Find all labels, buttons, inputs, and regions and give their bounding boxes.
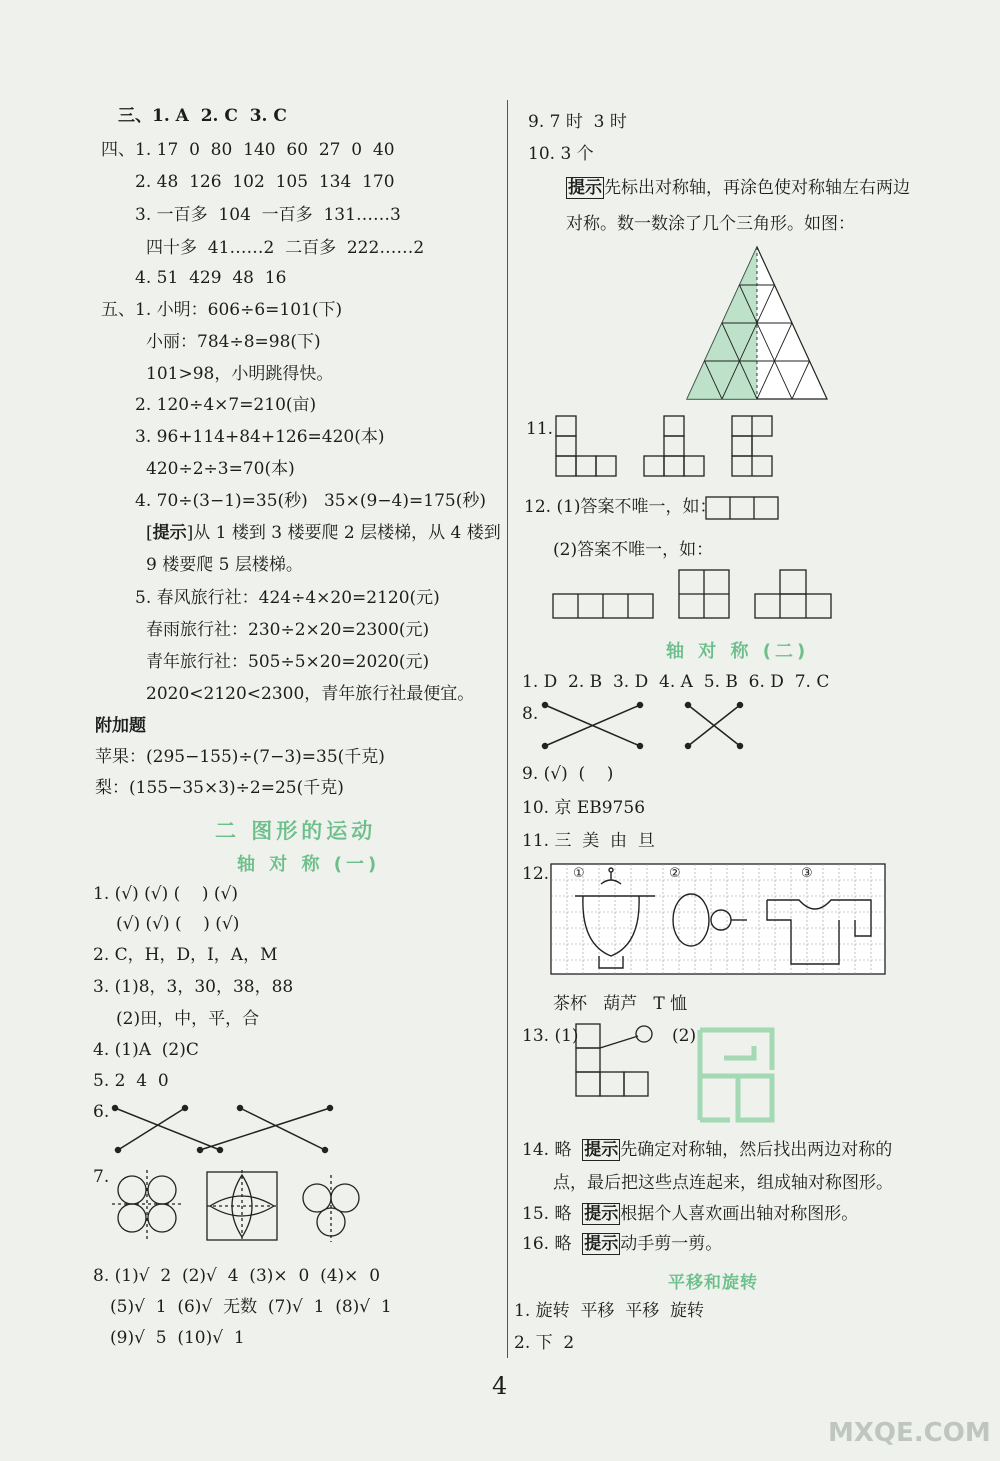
hint-label: 提示: [584, 1140, 619, 1160]
hint-line: [522, 1202, 858, 1226]
hint-label: 提示: [584, 1234, 619, 1254]
watermark: MXQE.COM: [828, 1418, 991, 1448]
answer-line: (2)田，中，平，合: [116, 1009, 260, 1029]
hint-line: [522, 1138, 892, 1162]
answer-line: 4. 51 429 48 16: [135, 268, 287, 288]
answer-line: 梨：(155−35×3)÷2=25(千克): [95, 778, 344, 798]
answer-line: 11. 三 美 由 旦: [522, 831, 655, 851]
section-subtitle: 轴 对 称 (二): [666, 641, 810, 662]
section-subtitle: 轴 对 称 (一): [237, 854, 381, 875]
answer-line: 2. C，H，D，I，A，M: [93, 945, 278, 965]
hint-line: [提示]从 1 楼到 3 楼要爬 2 层楼梯，从 4 楼到: [146, 523, 501, 543]
answer-line: 1. 旋转 平移 平移 旋转: [514, 1301, 705, 1321]
hint-text: 先标出对称轴，再涂色使对称轴左右两边: [604, 178, 910, 198]
answer-line: 12.: [522, 864, 550, 884]
answer-line: 3. 一百多 104 一百多 131……3: [135, 205, 401, 225]
answer-line: 8. (1)√ 2 (2)√ 4 (3)× 0 (4)× 0: [93, 1266, 381, 1286]
answer-line: 2. 48 126 102 105 134 170: [135, 172, 395, 192]
extra-title: 附加题: [95, 716, 146, 736]
section-subtitle: 平移和旋转: [668, 1273, 758, 1293]
answer-prefix: 14. 略: [522, 1140, 583, 1160]
hint-line: [566, 176, 910, 200]
shape-drawing-13-2: [694, 1026, 778, 1124]
answer-line: 13. (1): [522, 1026, 579, 1046]
grid-shape-examples: [553, 568, 837, 622]
answer-line: 1. D 2. B 3. D 4. A 5. B 6. D 7. C: [522, 672, 830, 692]
answer-prefix: 16. 略: [522, 1234, 583, 1254]
answer-line: 五、1. 小明：606÷6=101(下): [101, 300, 343, 320]
page-number: 4: [492, 1372, 508, 1400]
hint-label: 提示: [568, 178, 602, 198]
answer-line: 420÷2÷3=70(本): [146, 459, 295, 479]
answer-line: 3. (1)8，3，30，38，88: [93, 977, 294, 997]
answer-line: 9. (√) ( ): [522, 764, 614, 784]
answer-line: (5)√ 1 (6)√ 无数 (7)√ 1 (8)√ 1: [110, 1297, 392, 1317]
section-title: 二 图形的运动: [215, 819, 377, 843]
answer-line: 10. 3 个: [528, 144, 594, 164]
answer-line: 2. 120÷4×7=210(亩): [135, 395, 317, 415]
answer-line: 12. (1)答案不唯一，如：: [524, 497, 717, 517]
answer-line: 点，最后把这些点连起来，组成轴对称图形。: [553, 1173, 893, 1193]
grid-drawings-figure: [551, 864, 887, 976]
answer-line: 四、1. 17 0 80 140 60 27 0 40: [101, 140, 395, 160]
answer-line: 10. 京 EB9756: [522, 798, 646, 818]
answer-line: (9)√ 5 (10)√ 1: [110, 1328, 245, 1348]
answer-line: 3. 96+114+84+126=420(本): [135, 427, 385, 447]
symmetry-drawings: [112, 1170, 352, 1250]
answer-line: 青年旅行社：505÷5×20=2020(元): [146, 652, 430, 672]
column-divider: [507, 100, 508, 1358]
answer-line: 4. (1)A (2)C: [93, 1040, 199, 1060]
answer-line: 1. (√) (√) ( ) (√): [93, 884, 239, 904]
grid-label-3: ③: [801, 866, 813, 881]
hint-line: [522, 1232, 722, 1256]
answer-line: (√) (√) ( ) (√): [116, 914, 240, 934]
answer-prefix: 15. 略: [522, 1204, 583, 1224]
answer-line: 4. 70÷(3−1)=35(秒) 35×(9−4)=175(秒): [135, 491, 486, 511]
answer-line: 春雨旅行社：230÷2×20=2300(元): [146, 620, 430, 640]
answer-line: (2)答案不唯一，如：: [553, 540, 714, 560]
hint-text: 动手剪一剪。: [620, 1234, 723, 1254]
answer-line: 11.: [526, 419, 554, 439]
answer-line: 苹果：(295−155)÷(7−3)=35(千克): [95, 747, 385, 767]
answer-line: 9. 7 时 3 时: [528, 112, 627, 132]
answer-line: 2. 下 2: [514, 1333, 575, 1353]
answer-line: 5. 春风旅行社：424÷4×20=2120(元): [135, 588, 440, 608]
grid-label-1: ①: [573, 866, 585, 881]
answer-line: 三、1. A 2. C 3. C: [118, 106, 287, 126]
grid-shapes-figure: [556, 416, 776, 480]
answer-line: 茶杯 葫芦 T 恤: [553, 994, 688, 1014]
answer-line: (2): [672, 1026, 697, 1046]
answer-line: 7.: [93, 1167, 110, 1187]
answer-line: 8.: [522, 704, 539, 724]
answer-line: 四十多 41……2 二百多 222……2: [146, 238, 425, 258]
hint-label: 提示: [152, 523, 187, 543]
matching-lines-figure-2: [540, 700, 750, 752]
answer-line: 5. 2 4 0: [93, 1071, 169, 1091]
answer-line: 对称。数一数涂了几个三角形。如图：: [566, 214, 855, 234]
answer-line: 2020<2120<2300，青年旅行社最便宜。: [146, 684, 475, 704]
answer-line: 101>98，小明跳得快。: [146, 364, 334, 384]
answer-line: 小丽：784÷8=98(下): [146, 332, 321, 352]
triangle-grid-figure: [684, 244, 830, 402]
grid-shape-example: [706, 497, 782, 521]
matching-lines-figure: [110, 1100, 340, 1160]
grid-label-2: ②: [669, 866, 681, 881]
shape-drawing-13-1: [576, 1024, 676, 1106]
hint-label: 提示: [584, 1204, 619, 1224]
answer-line: 6.: [93, 1102, 110, 1122]
answer-line: 9 楼要爬 5 层楼梯。: [146, 555, 303, 575]
hint-text: 根据个人喜欢画出轴对称图形。: [620, 1204, 859, 1224]
hint-text: 从 1 楼到 3 楼要爬 2 层楼梯，从 4 楼到: [193, 523, 501, 543]
hint-text: 先确定对称轴，然后找出两边对称的: [620, 1140, 893, 1160]
